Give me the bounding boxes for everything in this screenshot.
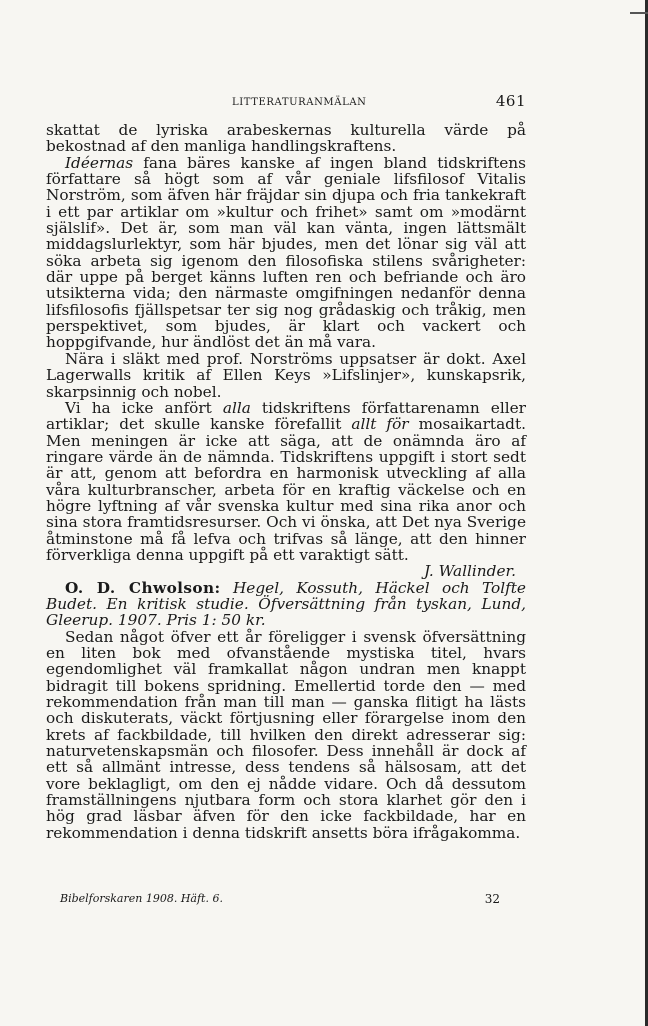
paragraph bbox=[46, 400, 526, 563]
italic-text: Idéernas bbox=[65, 153, 134, 172]
journal-imprint: Bibelforskaren 1908. Häft. 6. bbox=[60, 892, 223, 905]
paragraph bbox=[46, 351, 526, 400]
italic-text: Hegel, Kossuth, Häckel och Tolfte Budet. En kritisk studie. Öfversättning från tyskan, Lund, Gleerup. 1907. Pris 1: 50 kr. bbox=[46, 578, 526, 630]
page-footer bbox=[60, 892, 500, 910]
review-author: O. D. Chwolson: bbox=[65, 578, 221, 597]
running-title: LITTERATURANMÄLAN bbox=[232, 97, 367, 108]
paragraph bbox=[46, 122, 526, 155]
article-text bbox=[46, 122, 526, 563]
review-paragraph: Sedan något öfver ett år föreligger i svensk öfversättning en liten bok med ofvanstående mystiska titel, hvars egendomlighet väl framkallat någon undran men knappt bidragit till bokens spridning. Emellertid torde den — med rekommendation från man till man — ganska flitigt ha lästs och diskuterats, väckt förtjusning eller förargelse inom den krets af fackbildade, till hvilken den direkt adresserar sig: naturvetenskapsmän och filosofer. Dess innehåll är dock af ett så allmänt intresse, dess tendens så hälsosam, att det vore beklagligt, om den ej nådde vidare. Och då dessutom framställningens njutbara form och stora klarhet gör den i hög grad läsbar äfven för den icke fackbildade, har en rekommendation i denna tidskrift ansetts böra ifrågakomma. bbox=[46, 627, 526, 842]
text-run bbox=[221, 579, 233, 597]
page-header bbox=[60, 94, 526, 114]
text-run: fana bäres kanske af ingen bland tidskriftens författare så högt som af vår geniale lifsfilosof Vitalis Norström, som äfven här fräjdar sin djupa och fria tankekraft i ett par artiklar om »kultur och frihet» samt om »modärnt själslif». Det är, som man väl kan vänta, ingen lättsmält middagslurlektyr, som här bjudes, men det lönar sig väl att söka arbeta sig igenom den filosofiska stilens svårigheter: där uppe på berget känns luften ren och befriande och äro utsikterna vida; den närmaste omgifningen nedanför denna lifsfilosofis fjällspetsar ter sig nog grådaskig och tråkig, men perspektivet, som bjudes, är klart och vackert och hoppgifvande, hur ändlöst det än må vara. bbox=[46, 153, 526, 352]
page-corner-mark bbox=[630, 0, 648, 14]
paragraph bbox=[46, 155, 526, 351]
review-heading bbox=[46, 580, 526, 629]
page-number: 461 bbox=[495, 92, 526, 110]
signature-mark: 32 bbox=[484, 892, 500, 906]
author-signature: J. Wallinder. bbox=[423, 562, 516, 581]
text-run: tidskriftens författarenamn eller artiklar; det skulle kanske förefallit bbox=[46, 398, 526, 434]
page-body bbox=[46, 122, 526, 841]
text-run: Vi ha icke anfört bbox=[65, 398, 223, 417]
text-run: mosaikartadt. Men meningen är icke att säga, att de onämnda äro af ringare värde än de nämnda. Tidskriftens uppgift i stort sedt är att, genom att befordra en harmonisk utveckling af alla våra kulturbranscher, arbeta för en kraftig väckelse och en högre lyftning af vår svenska kultur med sina rika anor och sina stora framtidsresurser. Och vi önska, att Det nya Sverige åtminstone må få lefva och trifvas så länge, att den hinner förverkliga denna uppgift på ett varaktigt sätt. bbox=[46, 415, 526, 564]
italic-text: alla bbox=[222, 398, 251, 417]
italic-text: allt för bbox=[351, 415, 409, 434]
text-run: skattat de lyriska arabeskernas kulturella värde på bekostnad af den manliga handlingskraftens. bbox=[46, 121, 526, 156]
text-run: Nära i släkt med prof. Norströms uppsatser är dokt. Axel Lagerwalls kritik af Ellen Keys »Lifslinjer», kunskapsrik, skarpsinnig och nobel. bbox=[46, 349, 526, 401]
